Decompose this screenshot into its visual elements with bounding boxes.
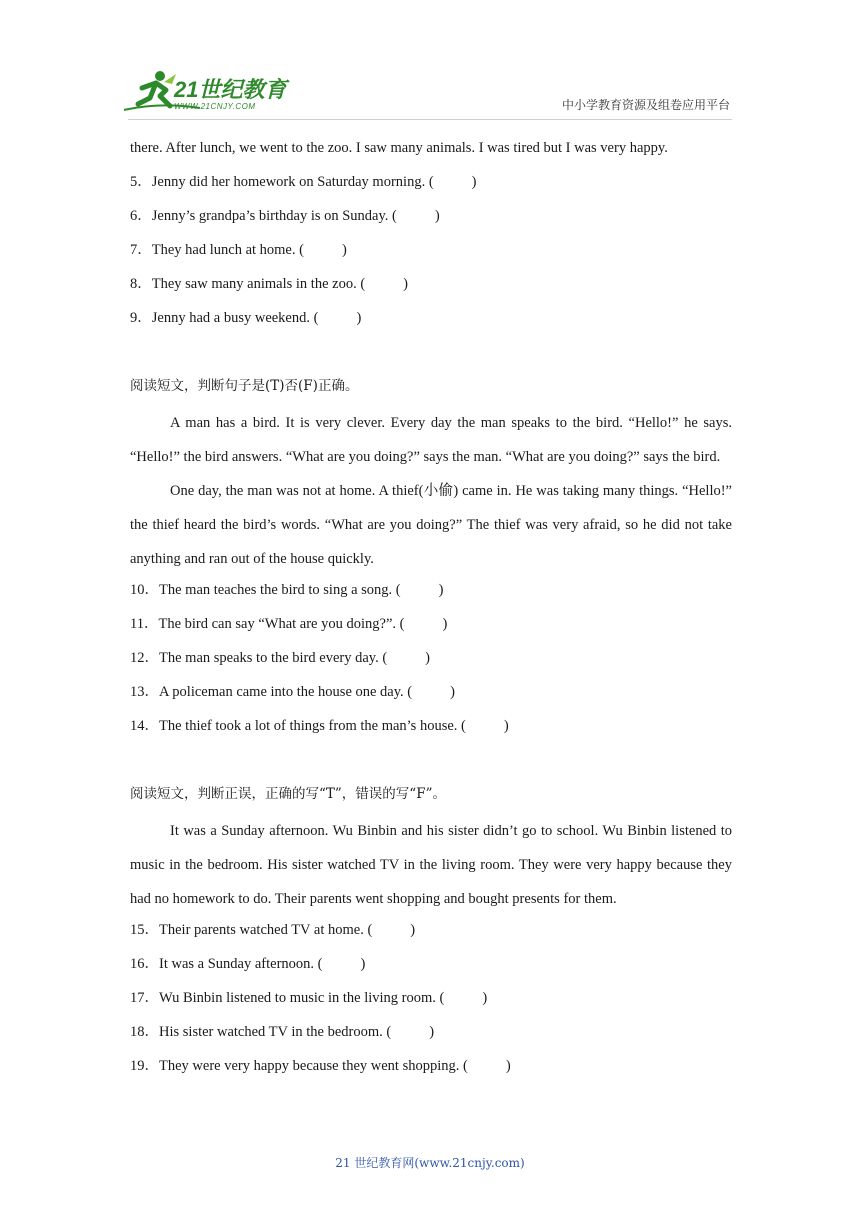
question-text: Jenny’s grandpa’s birthday is on Sunday. ( (151, 208, 397, 224)
question-text: Jenny did her homework on Saturday morning. ( (151, 174, 434, 190)
close-paren: ) (482, 990, 488, 1006)
question-12 (130, 644, 732, 678)
close-paren: ) (341, 242, 347, 258)
close-paren: ) (442, 616, 448, 632)
question-5 (130, 168, 732, 202)
question-text: The man speaks to the bird every day. ( (159, 650, 388, 666)
question-text: Their parents watched TV at home. ( (159, 922, 373, 938)
close-paren: ) (471, 174, 477, 190)
question-text: A policeman came into the house one day. ( (159, 684, 413, 700)
question-text: They saw many animals in the zoo. ( (151, 276, 366, 292)
question-number: 19． (130, 1058, 159, 1074)
section2-paragraph-2: One day, the man was not at home. A thief(小偷) came in. He was taking many things. “Hello!” the thief heard the bird’s words. “What are you doing?” The thief was very afraid, so he did not take anything and ran out of the house quickly. (130, 483, 732, 567)
question-18 (130, 1018, 732, 1052)
question-text: They had lunch at home. ( (151, 242, 304, 258)
question-8 (130, 270, 732, 304)
question-text: His sister watched TV in the bedroom. ( (159, 1024, 392, 1040)
question-text: They were very happy because they went shopping. ( (159, 1058, 468, 1074)
question-text: It was a Sunday afternoon. ( (159, 956, 323, 972)
question-text: The thief took a lot of things from the man’s house. ( (159, 718, 466, 734)
page-footer: 21 世纪教育网(www.21cnjy.com) (335, 1156, 525, 1170)
question-number: 6． (130, 208, 152, 224)
question-15 (130, 916, 732, 950)
platform-title: 中小学教育资源及组卷应用平台 (561, 98, 730, 112)
question-number: 12． (130, 650, 159, 666)
question-number: 18． (130, 1024, 159, 1040)
close-paren: ) (403, 276, 409, 292)
section2-instruction: 阅读短文，判断句子是(T)否(F)正确。 (130, 378, 359, 394)
question-number: 5． (130, 174, 152, 190)
page-header (0, 0, 860, 120)
close-paren: ) (410, 922, 416, 938)
section2-paragraph-1: A man has a bird. It is very clever. Every day the man speaks to the bird. “Hello!” he says. “Hello!” the bird answers. “What are you doing?” says the man. “What are you doing?” says the bird. (130, 415, 732, 465)
section-gap (130, 746, 732, 780)
question-number: 10． (130, 582, 159, 598)
passage1-tail: there. After lunch, we went to the zoo. I saw many animals. I was tired but I was very happy. (130, 140, 668, 156)
question-19 (130, 1052, 732, 1086)
question-number: 7． (130, 242, 152, 258)
question-text: The man teaches the bird to sing a song. ( (159, 582, 401, 598)
question-7 (130, 236, 732, 270)
close-paren: ) (438, 582, 444, 598)
question-10 (130, 576, 732, 610)
section-gap (130, 338, 732, 372)
close-paren: ) (450, 684, 455, 700)
header-divider (128, 119, 732, 120)
question-number: 15． (130, 922, 159, 938)
question-text: Jenny had a busy weekend. ( (151, 310, 319, 326)
document-body (130, 134, 732, 1086)
question-number: 13． (130, 684, 159, 700)
close-paren: ) (505, 1058, 511, 1074)
question-17 (130, 984, 732, 1018)
logo-text: 21世纪教育 (174, 77, 287, 102)
question-number: 11． (130, 616, 159, 632)
question-number: 8． (130, 276, 152, 292)
question-6 (130, 202, 732, 236)
close-paren: ) (434, 208, 440, 224)
question-number: 17． (130, 990, 159, 1006)
question-16 (130, 950, 732, 984)
question-number: 9． (130, 310, 152, 326)
logo-url: WWW.21CNJY.COM (174, 102, 256, 111)
close-paren: ) (425, 650, 431, 666)
question-text: The bird can say “What are you doing?”. ( (158, 616, 405, 632)
section3-paragraph-1: It was a Sunday afternoon. Wu Binbin and his sister didn’t go to school. Wu Binbin listened to music in the bedroom. His sister watched TV in the living room. They were very happy because they had no homework to do. Their parents went shopping and bought presents for them. (130, 823, 732, 907)
close-paren: ) (356, 310, 362, 326)
question-13 (130, 678, 732, 712)
question-9 (130, 304, 732, 338)
question-text: Wu Binbin listened to music in the living room. ( (159, 990, 445, 1006)
question-number: 14． (130, 718, 159, 734)
close-paren: ) (360, 956, 366, 972)
close-paren: ) (503, 718, 509, 734)
close-paren: ) (429, 1024, 435, 1040)
question-11 (130, 610, 732, 644)
question-14 (130, 712, 732, 746)
section3-instruction: 阅读短文，判断正误，正确的写“T”，错误的写“F”。 (130, 786, 446, 802)
question-number: 16． (130, 956, 159, 972)
